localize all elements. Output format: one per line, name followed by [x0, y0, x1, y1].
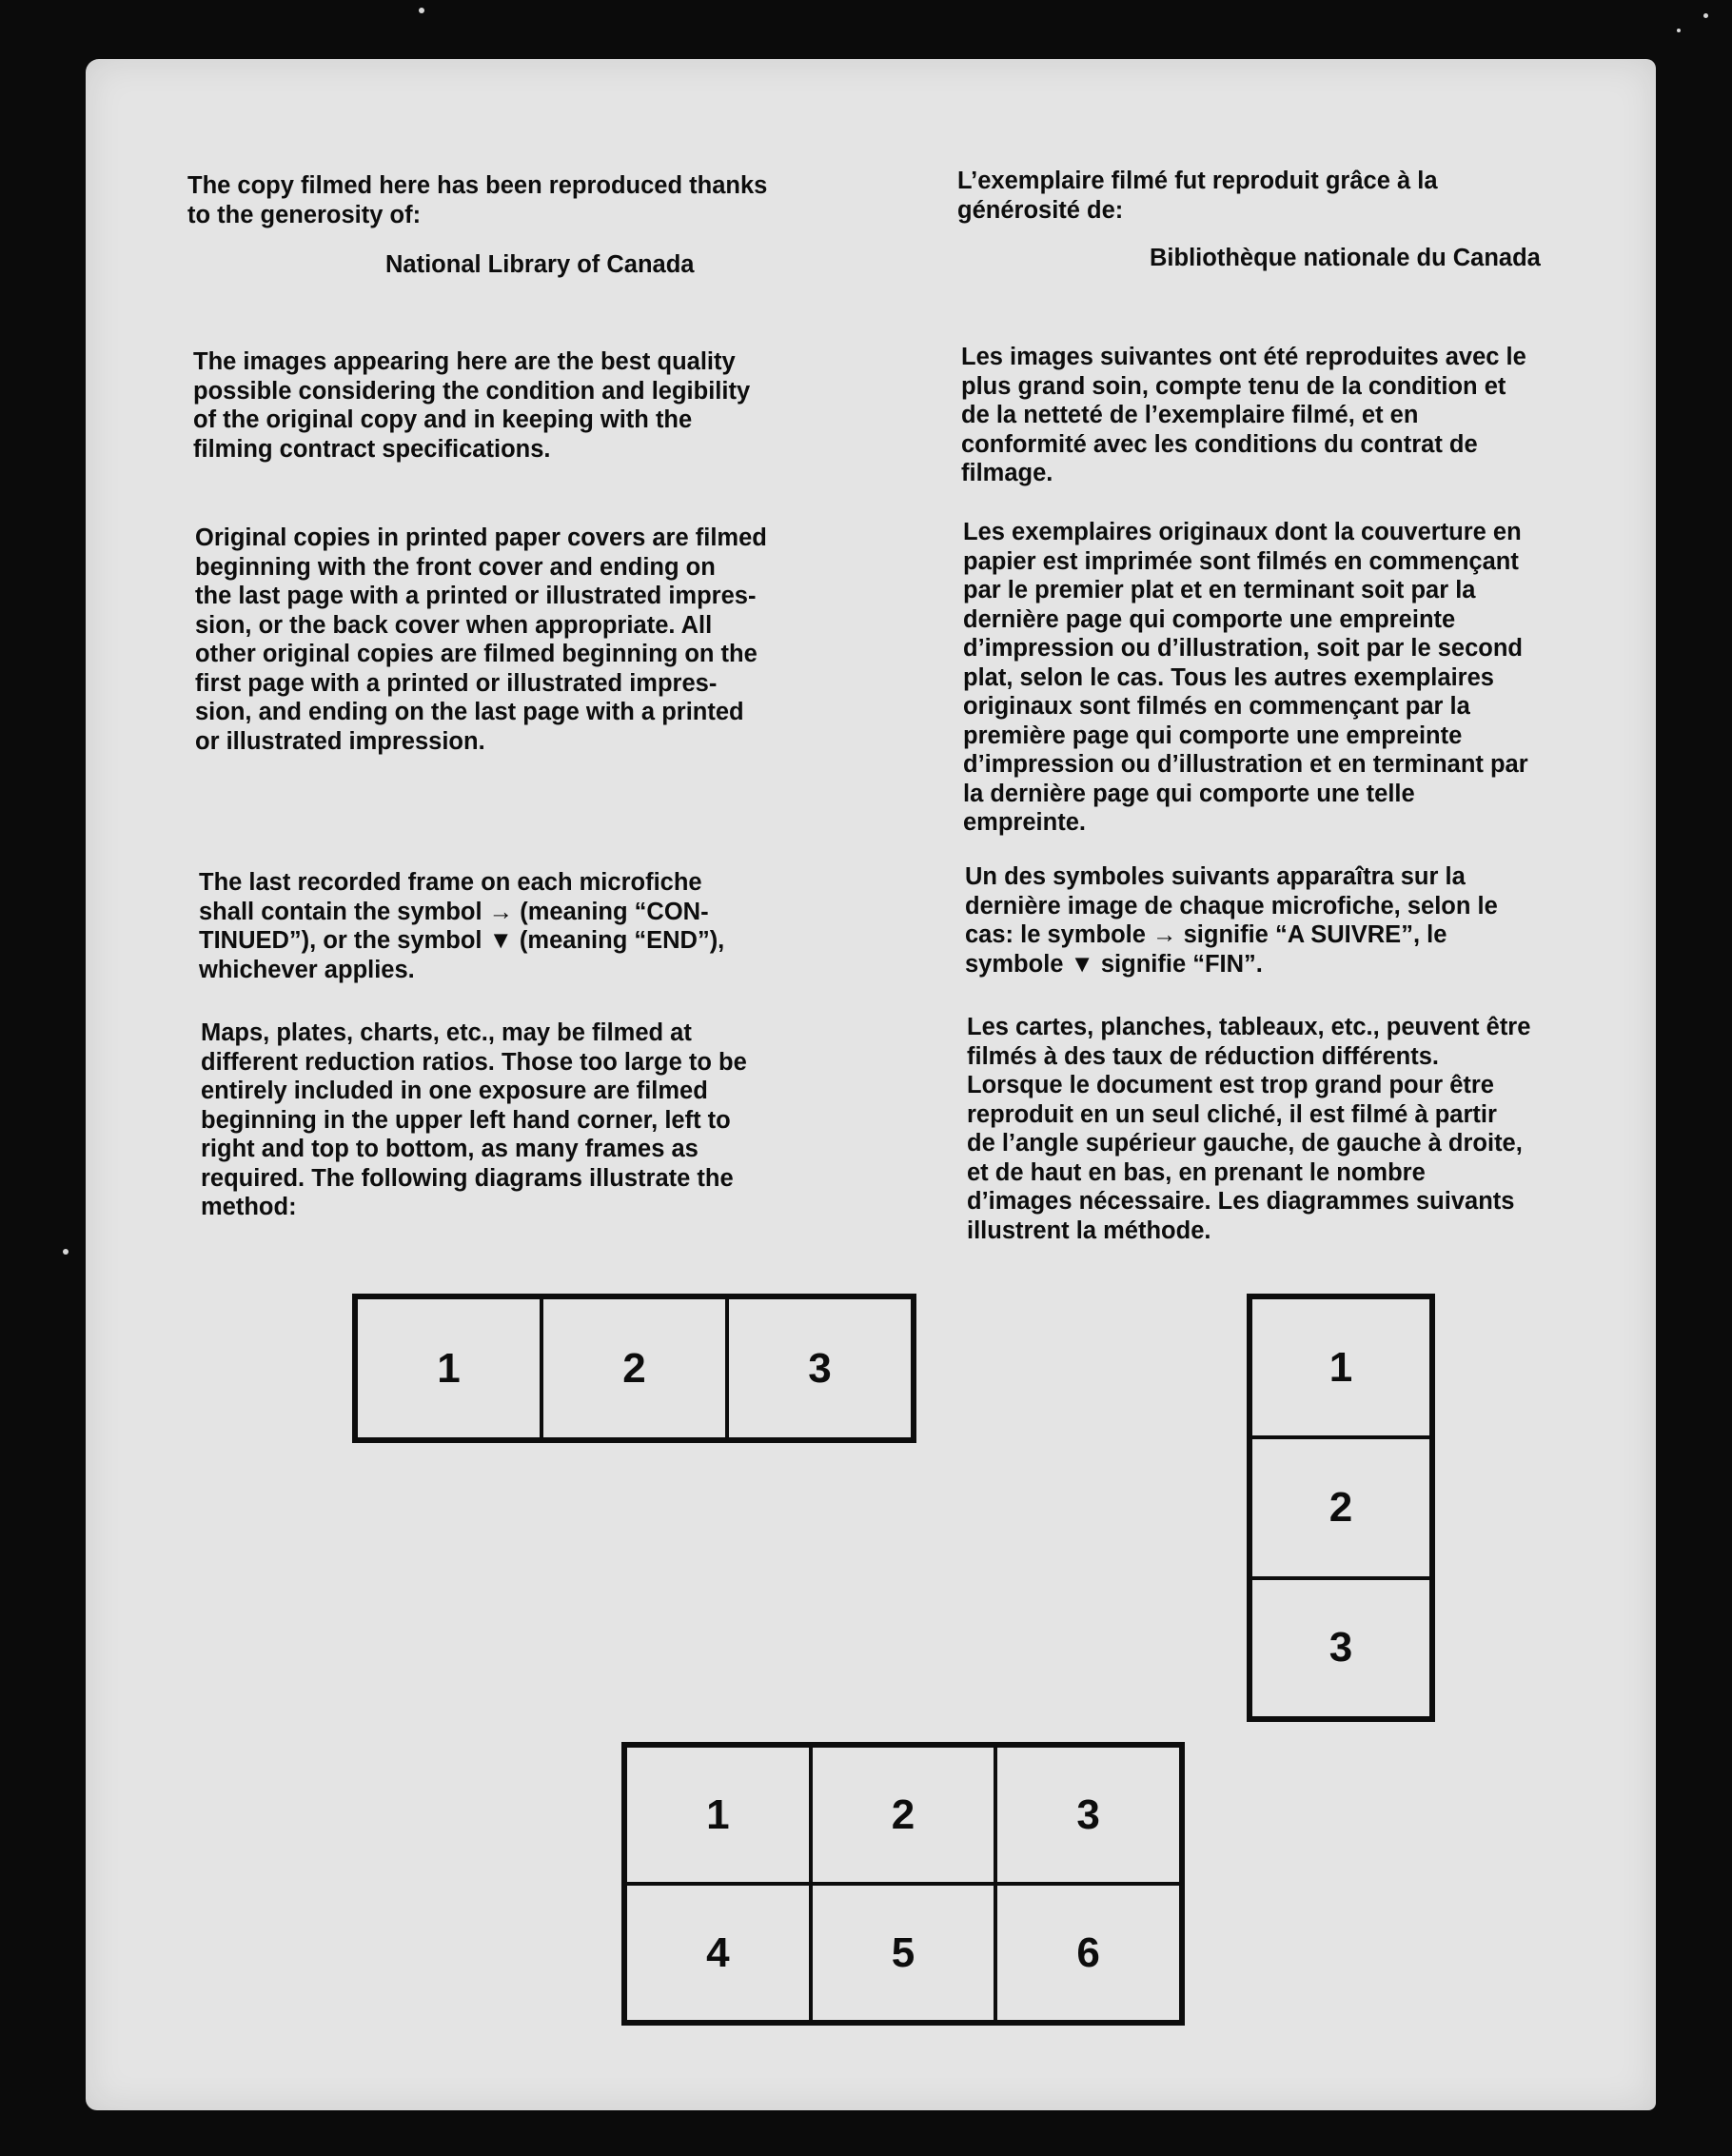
text-line: cas: le symbole → signifie “A SUIVRE”, le [965, 921, 1447, 948]
text-line: sion, or the back cover when appropriate. All [195, 611, 713, 639]
frame-number: 1 [1250, 1297, 1431, 1437]
text-line: Un des symboles suivants apparaîtra sur la [965, 863, 1466, 890]
text-line: or illustrated impression. [195, 727, 485, 755]
text-line: plus grand soin, compte tenu de la condition et [961, 372, 1506, 400]
text-line: Les cartes, planches, tableaux, etc., peuvent être [967, 1014, 1531, 1040]
symbols-paragraph-fr [965, 862, 1498, 979]
text-line: other original copies are filmed beginning on the [195, 641, 758, 667]
frame-number: 1 [356, 1297, 541, 1439]
thanks-paragraph-en [187, 171, 767, 229]
frame-number: 4 [625, 1884, 811, 2022]
text-line: The images appearing here are the best quality [193, 348, 736, 375]
frame-number: 5 [811, 1884, 996, 2022]
text-line: dernière image de chaque microfiche, selon le [965, 892, 1498, 920]
text-line: d’impression ou d’illustration et en terminant par [963, 751, 1528, 778]
text-line: The last recorded frame on each microfiche [199, 869, 702, 896]
thanks-paragraph-fr [957, 167, 1438, 225]
text-line: right and top to bottom, as many frames as [201, 1136, 699, 1162]
text-line: sion, and ending on the last page with a printed [195, 699, 744, 725]
text-line: different reduction ratios. Those too large to be [201, 1048, 747, 1076]
text-line: reproduit en un seul cliché, il est filmé à partir [967, 1100, 1497, 1128]
text-line: et de haut en bas, en prenant le nombre [967, 1158, 1426, 1186]
text-line: papier est imprimée sont filmés en commençant [963, 547, 1519, 575]
text-line: whichever applies. [199, 956, 415, 983]
text-line: first page with a printed or illustrated impres- [195, 669, 718, 697]
text-line: dernière page qui comporte une empreinte [963, 605, 1456, 633]
text-line: entirely included in one exposure are filmed [201, 1078, 708, 1104]
text-line: Lorsque le document est trop grand pour être [967, 1072, 1494, 1098]
quality-paragraph-en [193, 347, 750, 464]
text-line: filmés à des taux de réduction différents. [967, 1042, 1439, 1070]
originals-paragraph-fr [963, 518, 1528, 838]
text-line: Original copies in printed paper covers are filmed [195, 524, 767, 551]
text-line: possible considering the condition and legibility [193, 377, 751, 405]
text-line: générosité de: [957, 196, 1124, 224]
text-line: plat, selon le cas. Tous les autres exemplaires [963, 663, 1494, 691]
frame-number: 3 [727, 1297, 913, 1439]
text-line: Les images suivantes ont été reproduites avec le [961, 344, 1526, 370]
text-line: method: [201, 1194, 297, 1220]
diagram-horizontal-1x3 [352, 1294, 916, 1443]
frame-number: 2 [811, 1746, 996, 1884]
symbols-paragraph-en [199, 868, 724, 984]
text-line: de l’angle supérieur gauche, de gauche à droite, [967, 1130, 1523, 1157]
document-page [86, 59, 1656, 2110]
diagram-grid-2x3 [621, 1742, 1185, 2026]
frame-number: 3 [1250, 1578, 1431, 1718]
maps-paragraph-fr [967, 1013, 1530, 1245]
text-line: empreinte. [963, 809, 1086, 836]
text-line: beginning in the upper left hand corner, left to [201, 1106, 731, 1134]
diagram-vertical-3x1 [1247, 1294, 1435, 1722]
text-line: d’impression ou d’illustration, soit par le second [963, 635, 1524, 662]
text-line: beginning with the front cover and ending on [195, 553, 716, 581]
text-line: filming contract specifications. [193, 435, 551, 463]
text-line: L’exemplaire filmé fut reproduit grâce à la [957, 168, 1438, 194]
maps-paragraph-en [201, 1019, 747, 1222]
quality-paragraph-fr [961, 343, 1526, 488]
frame-number: 6 [995, 1884, 1181, 2022]
text-line: par le premier plat et en terminant soit par la [963, 577, 1476, 603]
text-line: of the original copy and in keeping with the [193, 406, 693, 433]
film-speck [419, 8, 424, 13]
frame-number: 2 [541, 1297, 727, 1439]
text-line: la dernière page qui comporte une telle [963, 780, 1415, 807]
text-line: illustrent la méthode. [967, 1216, 1211, 1244]
film-speck [1677, 29, 1681, 32]
text-line: Les exemplaires originaux dont la couverture en [963, 519, 1522, 545]
frame-number: 3 [995, 1746, 1181, 1884]
text-line: filmage. [961, 460, 1053, 486]
institution-fr: Bibliothèque nationale du Canada [1150, 245, 1541, 271]
frame-number: 1 [625, 1746, 811, 1884]
text-line: première page qui comporte une empreinte [963, 722, 1463, 749]
text-line: required. The following diagrams illustrate the [201, 1164, 734, 1192]
film-speck [63, 1249, 69, 1255]
originals-paragraph-en [195, 524, 767, 756]
film-speck [1703, 13, 1708, 18]
text-line: Maps, plates, charts, etc., may be filmed at [201, 1019, 692, 1046]
text-line: conformité avec les conditions du contrat de [961, 430, 1478, 458]
text-line: d’images nécessaire. Les diagrammes suivants [967, 1188, 1515, 1215]
text-line: originaux sont filmés en commençant par la [963, 693, 1470, 720]
text-line: shall contain the symbol → (meaning “CON- [199, 898, 709, 925]
text-line: TINUED”), or the symbol ▼ (meaning “END”), [199, 927, 725, 954]
text-line: symbole ▼ signifie “FIN”. [965, 950, 1263, 978]
institution-en: National Library of Canada [385, 251, 695, 278]
text-line: to the generosity of: [187, 201, 422, 228]
text-line: the last page with a printed or illustrated impres- [195, 583, 757, 609]
frame-number: 2 [1250, 1437, 1431, 1577]
text-line: The copy filmed here has been reproduced thanks [187, 172, 768, 199]
text-line: de la netteté de l’exemplaire filmé, et en [961, 402, 1419, 428]
